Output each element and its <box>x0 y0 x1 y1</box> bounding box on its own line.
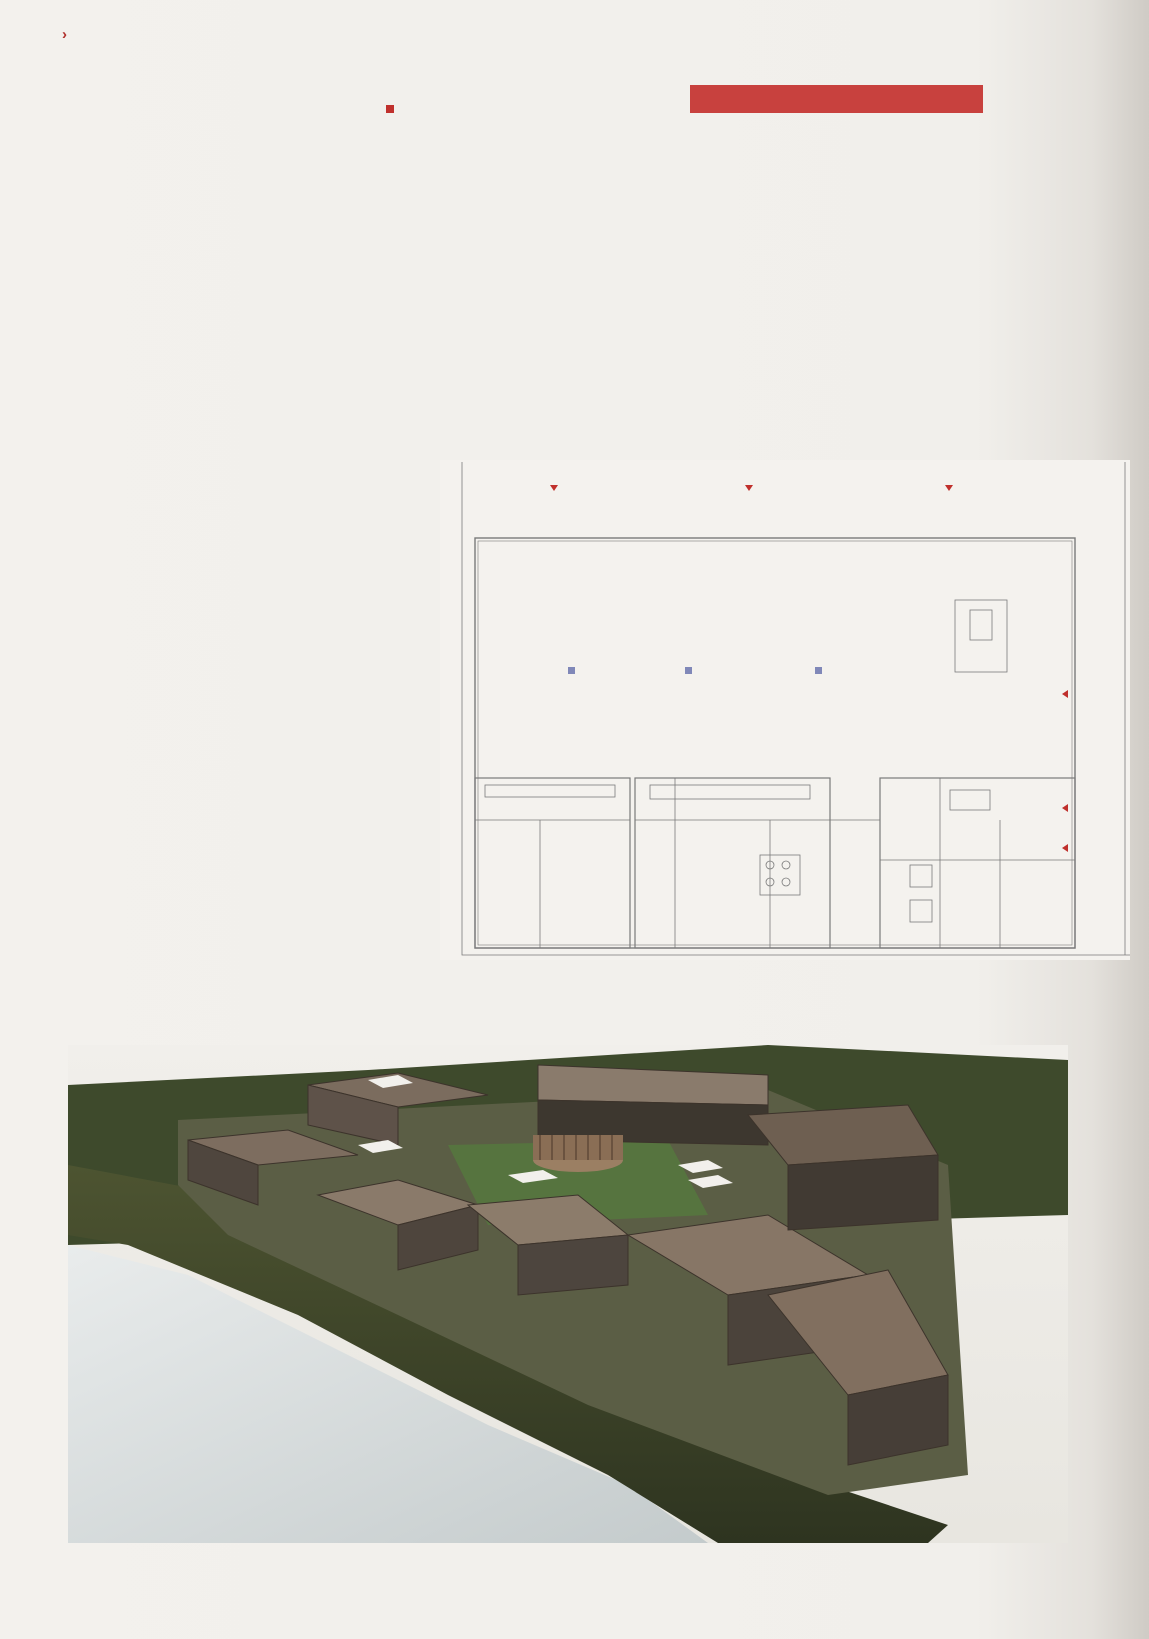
floor-plan-image <box>440 460 1130 960</box>
scheda-title <box>690 85 983 113</box>
chevron-right-icon: › <box>62 26 68 43</box>
aerial-render-image <box>68 1045 1068 1543</box>
end-mark-icon <box>386 105 394 113</box>
page-footer <box>68 1558 80 1576</box>
paragraph <box>380 98 665 120</box>
section-tag <box>62 26 72 43</box>
article-column-2 <box>380 98 665 120</box>
